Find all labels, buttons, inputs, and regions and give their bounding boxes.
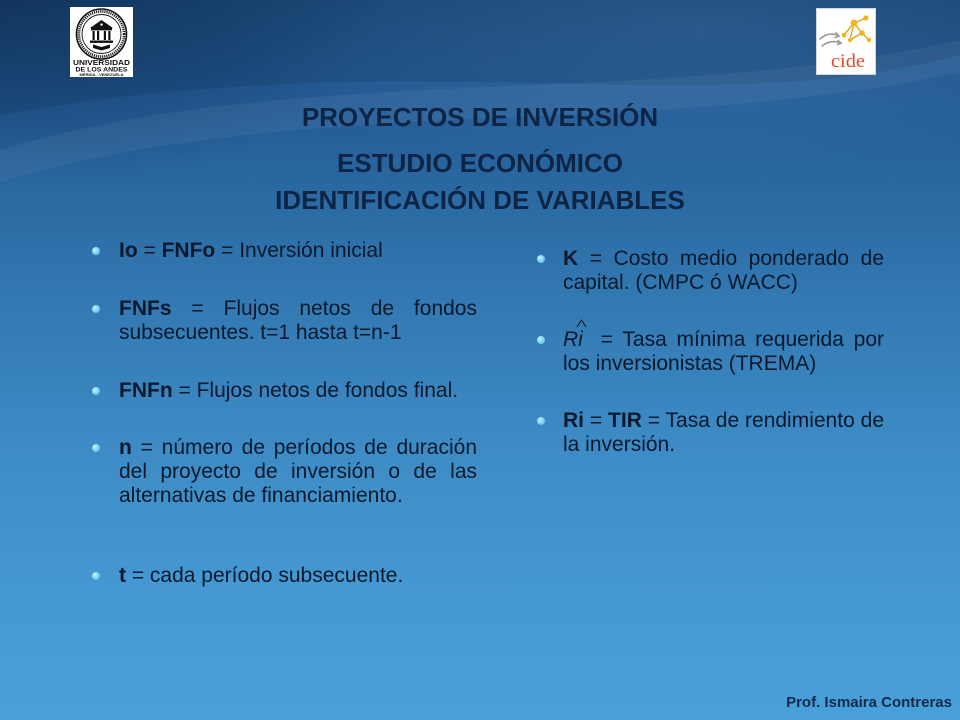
- seal-text: [73, 60, 130, 77]
- logo-text-line-3: MÉRIDA - VENEZUELA: [79, 73, 119, 77]
- item-term: FNFn: [119, 379, 173, 402]
- bullet-dot-icon: [92, 305, 100, 313]
- item-text: [563, 409, 884, 457]
- logo-text-line-1: UNIVERSIDAD: [73, 60, 130, 67]
- list-item-fnfn: [119, 379, 477, 403]
- slide-title: PROYECTOS DE INVERSIÓN: [301, 102, 659, 132]
- slide-subtitle: [0, 145, 960, 219]
- item-term: Io: [119, 239, 138, 262]
- item-definition: = Inversión inicial: [215, 239, 383, 262]
- item-definition: = Tasa de rendimiento de la inversión.: [563, 409, 885, 456]
- item-term: K: [563, 247, 579, 270]
- item-term: FNFs: [119, 297, 172, 320]
- list-item-fnfs: [119, 297, 477, 345]
- item-definition: = Flujos netos de fondos subsecuentes. t=1 hasta t=n-1: [119, 297, 477, 344]
- bullet-dot-icon: [537, 255, 545, 263]
- bullet-dot-icon: [537, 336, 545, 344]
- item-term: Ri: [563, 409, 584, 432]
- circumflex-hat-icon: [576, 319, 587, 328]
- item-term: t: [119, 564, 126, 587]
- cide-logo-text: cide: [831, 51, 865, 72]
- item-text: [119, 379, 477, 403]
- item-text: [119, 436, 477, 508]
- cide-network-icon: [817, 9, 875, 74]
- symbol-text: Ri: [563, 328, 583, 351]
- ri-hat-symbol: [563, 328, 591, 352]
- item-definition: = Flujos netos de fondos final.: [172, 379, 459, 402]
- subtitle-line-2: IDENTIFICACIÓN DE VARIABLES: [275, 185, 685, 215]
- item-text: [119, 297, 477, 345]
- bullet-dot-icon: [537, 417, 545, 425]
- bullet-dot-icon: [92, 387, 100, 395]
- cide-logo: [816, 8, 876, 75]
- universidad-de-los-andes-logo: [70, 7, 133, 77]
- list-item-k: [563, 247, 884, 295]
- list-item-io: [119, 239, 477, 263]
- bullet-dot-icon: [92, 572, 100, 580]
- item-term-2: TIR: [608, 409, 642, 432]
- item-term: n: [119, 436, 132, 459]
- item-separator: =: [584, 409, 609, 432]
- author-footer: Prof. Ismaira Contreras: [786, 694, 952, 711]
- subtitle-line-1: ESTUDIO ECONÓMICO: [336, 148, 623, 178]
- seal-rings: [77, 9, 127, 59]
- item-definition: = Costo medio ponderado de capital. (CMPC ó WACC): [563, 247, 884, 294]
- item-text: [119, 239, 477, 263]
- cide-swoosh: [820, 33, 841, 46]
- list-item-t: [119, 564, 477, 588]
- item-text: [563, 328, 884, 376]
- item-definition: = cada período subsecuente.: [126, 564, 404, 587]
- item-definition: = Tasa mínima requerida por los inversionistas (TREMA): [563, 328, 884, 375]
- item-term-2: FNFo: [161, 239, 216, 262]
- bullet-dot-icon: [92, 444, 100, 452]
- item-definition: = número de períodos de duración del proyecto de inversión o de las alternativas de financiamiento.: [119, 436, 477, 507]
- list-item-ri-tir: [563, 409, 884, 457]
- logo-text-line-2: DE LOS ANDES: [75, 66, 129, 74]
- list-item-trema: [563, 328, 884, 376]
- university-seal-icon: [70, 7, 133, 77]
- item-text: [119, 564, 477, 588]
- item-separator: =: [137, 239, 162, 262]
- list-item-n: [119, 436, 477, 508]
- bullet-dot-icon: [92, 247, 100, 255]
- item-text: [563, 247, 884, 295]
